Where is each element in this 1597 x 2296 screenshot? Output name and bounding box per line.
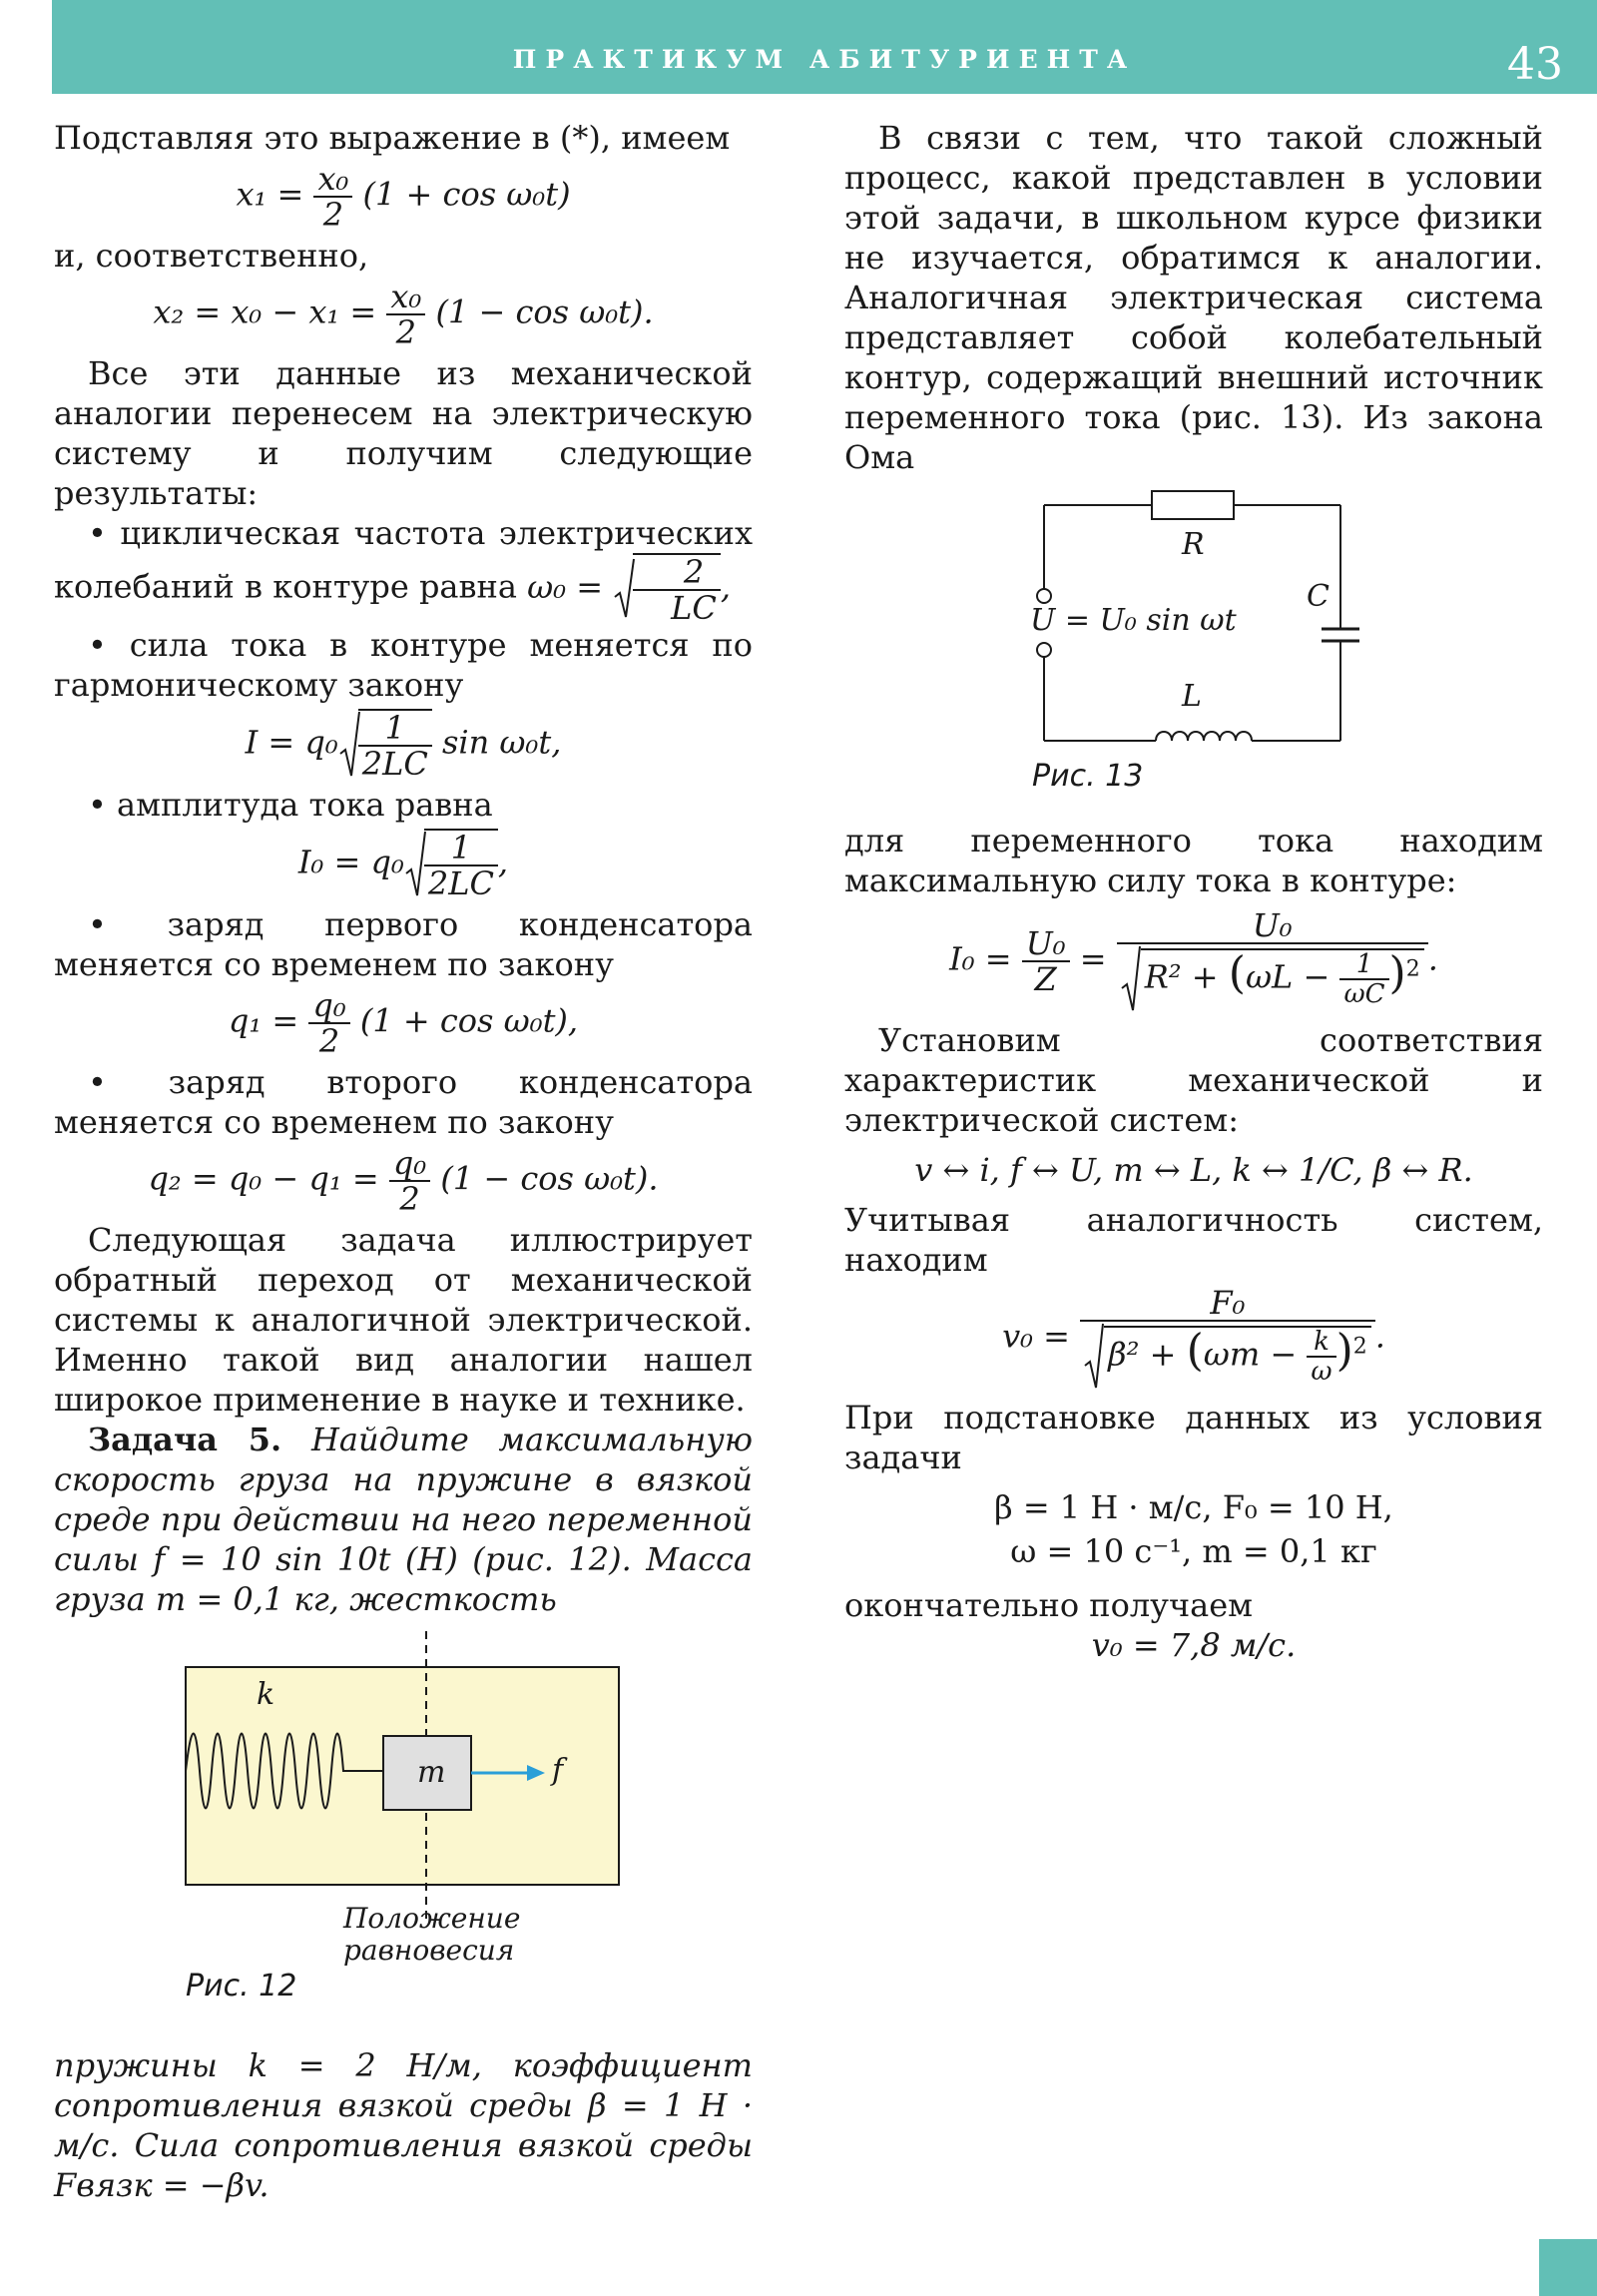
bracket-content: ωm − <box>1203 1335 1298 1374</box>
paragraph: Учитывая аналогичность систем, находим <box>844 1201 1543 1279</box>
corner-decoration <box>1539 2239 1597 2296</box>
bullet-item <box>54 625 753 705</box>
task-title: Задача 5. <box>88 1421 282 1458</box>
task-statement <box>54 1420 753 1619</box>
bullet-text: • заряд первого конденсатора меняется со временем по закону <box>54 905 753 983</box>
inductor-label: L <box>1182 679 1202 714</box>
fraction <box>424 829 498 900</box>
denominator: 2LC <box>361 745 428 783</box>
bracket-content: ωL − <box>1245 957 1331 996</box>
eq-tail: , <box>720 567 732 606</box>
eq-lhs: I₀ = q₀ <box>297 843 404 881</box>
bullet-item <box>54 1062 753 1142</box>
denominator <box>1117 944 1428 1014</box>
force-label: f <box>552 1753 564 1788</box>
paragraph: В связи с тем, что такой сложный процесс, какой представлен в условии этой задачи, в школьном курсе физики не изучается, обратимся к аналогии. Аналогичная электрическая система представляет собой колебательный контур, содержащий внешний источник переменного тока (рис. 13). Из закона Ома <box>844 119 1543 476</box>
equation-max-current <box>844 908 1543 1014</box>
equation-current <box>54 709 753 781</box>
radicand-text: β² + <box>1108 1335 1177 1374</box>
bullet-text: • циклическая частота электрических колебаний в контуре равна <box>54 514 753 606</box>
exponent: 2 <box>1405 956 1420 982</box>
right-column <box>844 118 1543 1669</box>
fraction <box>1117 908 1428 1014</box>
numerator: F₀ <box>1080 1286 1375 1322</box>
radicand <box>1104 1326 1371 1386</box>
bullet-item <box>54 513 753 625</box>
capacitor-label: C <box>1307 579 1330 614</box>
bracket: ( <box>1186 1325 1204 1377</box>
equilibrium-caption-line: Положение <box>343 1902 521 1935</box>
eq-lhs: I₀ = <box>949 939 1012 978</box>
numerator: k <box>1307 1328 1335 1358</box>
figure-12 <box>54 1631 753 2015</box>
radical-sign <box>1084 1322 1104 1392</box>
figure-13 <box>844 481 1543 803</box>
fraction <box>1080 1286 1375 1392</box>
eq-rhs: sin ω₀t, <box>441 723 562 762</box>
eq-rhs: , <box>497 843 509 881</box>
numerator: U₀ <box>1022 926 1070 962</box>
bullet-text: • амплитуда тока равна <box>88 786 493 824</box>
running-header <box>52 0 1597 94</box>
equation-q1 <box>54 988 753 1058</box>
denominator: 2LC <box>427 864 494 902</box>
fraction <box>1339 950 1388 1008</box>
numerator: q₀ <box>389 1146 430 1182</box>
given-values: ω = 10 с⁻¹, m = 0,1 кг <box>1010 1532 1377 1570</box>
eq-lhs: ω₀ = <box>527 567 603 606</box>
eq-lhs: q₂ = q₀ − q₁ = <box>148 1159 379 1198</box>
fraction <box>1022 926 1070 996</box>
bracket: ( <box>1228 947 1246 999</box>
paragraph: для переменного тока находим максимальную силу тока в контуре: <box>844 822 1543 899</box>
figure-caption: Рис. 12 <box>186 1969 297 2004</box>
denominator: LC <box>671 589 717 627</box>
denominator: ω <box>1311 1357 1332 1387</box>
eq-lhs: q₁ = <box>228 1001 299 1040</box>
numerator: 1 <box>358 711 432 747</box>
exponent: 2 <box>1352 1334 1367 1360</box>
resistor-label: R <box>1182 527 1205 562</box>
eq-rhs: (1 + cos ω₀t), <box>359 1001 579 1040</box>
correspondence-line: v ↔ i, f ↔ U, m ↔ L, k ↔ 1/C, β ↔ R. <box>914 1151 1473 1189</box>
equilibrium-caption-line: равновесия <box>343 1934 515 1967</box>
source-label: U = U₀ sin ωt <box>1030 603 1237 638</box>
bracket: ) <box>1388 947 1406 999</box>
spring-label: k <box>257 1677 275 1712</box>
resistor <box>1152 491 1234 519</box>
equation-x1 <box>54 162 753 232</box>
numerator: 1 <box>1339 950 1388 980</box>
terminal-icon <box>1037 643 1051 657</box>
fraction <box>313 162 352 232</box>
bracket: ) <box>1335 1325 1353 1377</box>
radical-sign <box>1121 944 1141 1014</box>
given-values: β = 1 Н · м/с, F₀ = 10 Н, <box>994 1488 1393 1526</box>
eq-tail: . <box>1427 939 1438 978</box>
fraction <box>1307 1328 1335 1386</box>
eq-lhs: v₀ = <box>1002 1317 1070 1356</box>
eq-rhs: (1 − cos ω₀t). <box>435 292 654 331</box>
paragraph: Установим соответствия характеристик механической и электрической систем: <box>844 1021 1543 1139</box>
final-answer: v₀ = 7,8 м/с. <box>1091 1626 1297 1664</box>
denominator: 2 <box>318 1022 340 1060</box>
fraction <box>389 1146 430 1216</box>
radical-sign <box>613 557 635 621</box>
paragraph: пружины k = 2 Н/м, коэффициент сопротивления вязкой среды β = 1 Н · м/с. Сила сопротивления вязкой среды Fвязк = −βv. <box>54 2046 753 2204</box>
denominator <box>1080 1322 1375 1392</box>
eq-rhs: (1 − cos ω₀t). <box>440 1159 659 1198</box>
fraction <box>308 988 349 1058</box>
paragraph: Все эти данные из механической аналогии перенесем на электрическую систему и получим следующие результаты: <box>54 354 753 512</box>
paragraph: Следующая задача иллюстрирует обратный переход от механической системы к аналогичной электрической. Именно такой вид аналогии нашел широкое применение в науке и технике. <box>54 1221 753 1419</box>
paragraph: и, соответственно, <box>54 237 369 275</box>
denominator: Z <box>1034 960 1057 998</box>
fraction <box>386 280 425 349</box>
denominator: 2 <box>322 196 344 234</box>
fraction <box>633 553 721 625</box>
paragraph: Подставляя это выражение в (*), имеем <box>54 119 731 157</box>
radical-sign <box>404 830 426 899</box>
bullet-item <box>54 904 753 984</box>
radicand <box>1141 948 1424 1008</box>
eq-lhs: I = q₀ <box>245 723 338 762</box>
denominator: ωC <box>1343 979 1385 1009</box>
numerator: 1 <box>424 831 498 866</box>
equation-velocity <box>844 1286 1543 1392</box>
header-title: ПРАКТИКУМ АБИТУРИЕНТА <box>512 45 1137 74</box>
bullet-item <box>54 785 753 825</box>
bullet-text: • сила тока в контуре меняется по гармоническому закону <box>54 626 753 704</box>
equals-sign: = <box>1079 939 1107 978</box>
paragraph: При подстановке данных из условия задачи <box>844 1399 1543 1476</box>
task-text: Найдите максимальную скорость груза на пружине в вязкой среде при действии на него переменной силы f = 10 sin 10t (Н) (рис. 12). Масса груза m = 0,1 кг, жесткость <box>54 1421 754 1618</box>
inline-formula <box>527 553 732 627</box>
equation-x2 <box>54 280 753 349</box>
eq-rhs: (1 + cos ω₀t) <box>362 175 571 214</box>
equilibrium-caption <box>343 1902 521 1967</box>
left-column <box>54 118 753 2205</box>
eq-tail: . <box>1374 1317 1385 1356</box>
figure-caption: Рис. 13 <box>1032 759 1144 794</box>
equation-q2 <box>54 1146 753 1216</box>
numerator: U₀ <box>1117 908 1428 944</box>
fraction <box>358 709 432 781</box>
radicand-text: R² + <box>1144 957 1219 996</box>
equation-amplitude <box>54 829 753 900</box>
numerator: q₀ <box>308 988 349 1024</box>
page-number: 43 <box>1507 39 1563 90</box>
eq-lhs: x₁ = <box>236 175 304 214</box>
eq-lhs: x₂ = x₀ − x₁ = <box>153 292 377 331</box>
mass-label: m <box>417 1755 446 1790</box>
bullet-text: • заряд второго конденсатора меняется со временем по закону <box>54 1063 753 1141</box>
denominator: 2 <box>399 1180 420 1218</box>
inductor <box>1156 732 1252 741</box>
denominator: 2 <box>395 313 417 351</box>
numerator: x₀ <box>386 280 425 315</box>
numerator: 2 <box>633 555 721 591</box>
numerator: x₀ <box>313 162 352 198</box>
paragraph: окончательно получаем <box>844 1586 1254 1624</box>
radical-sign <box>338 710 360 780</box>
